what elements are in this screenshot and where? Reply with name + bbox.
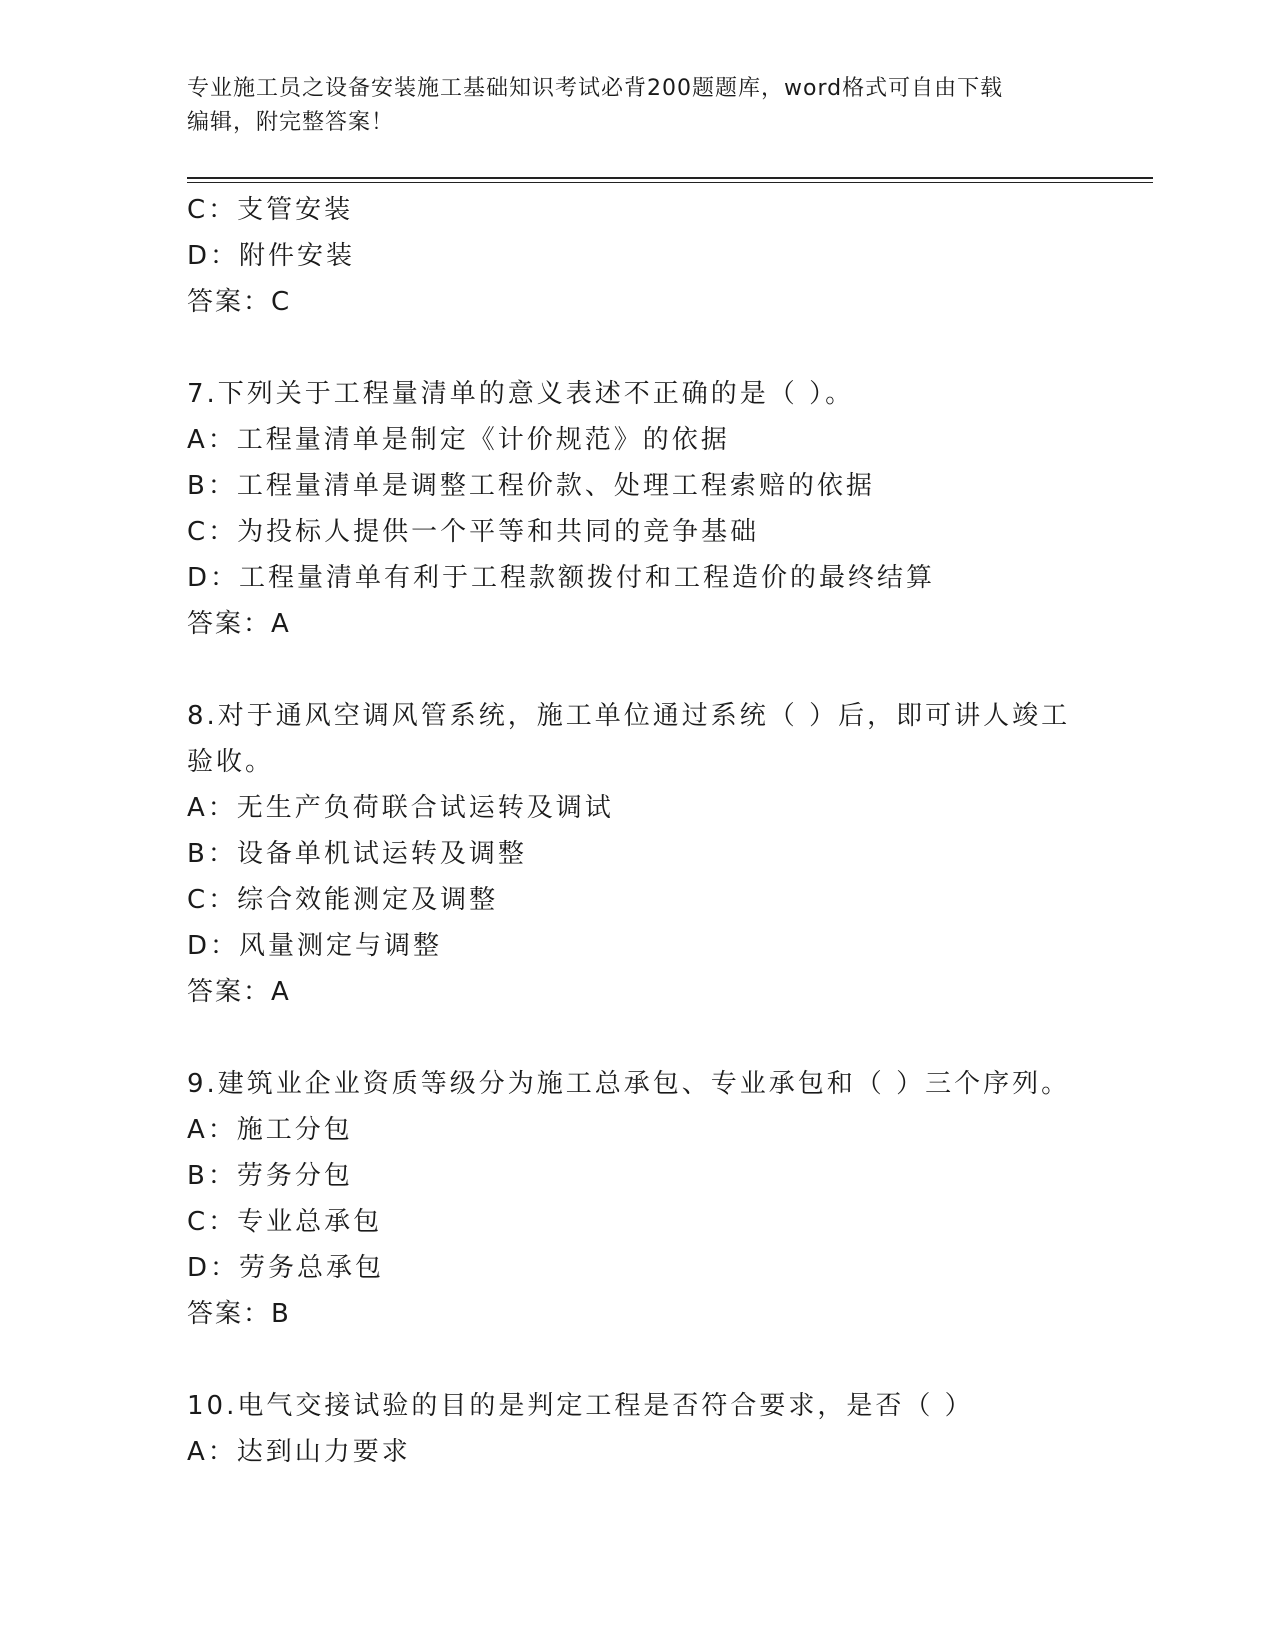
option-c: C：综合效能测定及调整 bbox=[187, 885, 499, 915]
option-b: B：工程量清单是调整工程价款、处理工程索赔的依据 bbox=[187, 471, 875, 501]
question-text: 10.电气交接试验的目的是判定工程是否符合要求，是否（ ） bbox=[187, 1391, 974, 1421]
option-c: C：支管安装 bbox=[187, 195, 354, 225]
question-block-9 bbox=[187, 1061, 1087, 1337]
answer-line: 答案：A bbox=[187, 609, 291, 639]
answer-line: 答案：C bbox=[187, 287, 292, 317]
option-d: D：劳务总承包 bbox=[187, 1253, 385, 1283]
option-d: D：附件安装 bbox=[187, 241, 356, 271]
question-text-line1: 8.对于通风空调风管系统，施工单位通过系统（ ）后，即可讲人竣工 bbox=[187, 701, 1071, 731]
question-block-8 bbox=[187, 693, 1087, 1015]
answer-line: 答案：B bbox=[187, 1299, 291, 1329]
option-c: C：专业总承包 bbox=[187, 1207, 383, 1237]
option-c: C：为投标人提供一个平等和共同的竞争基础 bbox=[187, 517, 760, 547]
header-divider-thin bbox=[187, 182, 1153, 183]
question-block-continued bbox=[187, 187, 1087, 325]
question-block-7 bbox=[187, 371, 1087, 647]
option-a: A：无生产负荷联合试运转及调试 bbox=[187, 793, 614, 823]
option-b: B：劳务分包 bbox=[187, 1161, 353, 1191]
question-text-line2: 验收。 bbox=[187, 747, 275, 777]
option-d: D：风量测定与调整 bbox=[187, 931, 443, 961]
option-d: D：工程量清单有利于工程款额拨付和工程造价的最终结算 bbox=[187, 563, 936, 593]
option-a: A：达到山力要求 bbox=[187, 1437, 411, 1467]
header-divider bbox=[187, 177, 1153, 179]
question-block-10 bbox=[187, 1383, 1087, 1475]
header-title-line2: 编辑，附完整答案！ bbox=[187, 110, 395, 135]
option-b: B：设备单机试运转及调整 bbox=[187, 839, 527, 869]
header-title-line1: 专业施工员之设备安装施工基础知识考试必背200题题库，word格式可自由下载 bbox=[187, 76, 1004, 101]
question-text: 9.建筑业企业资质等级分为施工总承包、专业承包和（ ）三个序列。 bbox=[187, 1069, 1071, 1099]
document-header bbox=[187, 72, 1067, 140]
option-a: A：施工分包 bbox=[187, 1115, 353, 1145]
answer-line: 答案：A bbox=[187, 977, 291, 1007]
question-text: 7.下列关于工程量清单的意义表述不正确的是（ ）。 bbox=[187, 379, 855, 409]
option-a: A：工程量清单是制定《计价规范》的依据 bbox=[187, 425, 730, 455]
question-list bbox=[187, 187, 1087, 1475]
